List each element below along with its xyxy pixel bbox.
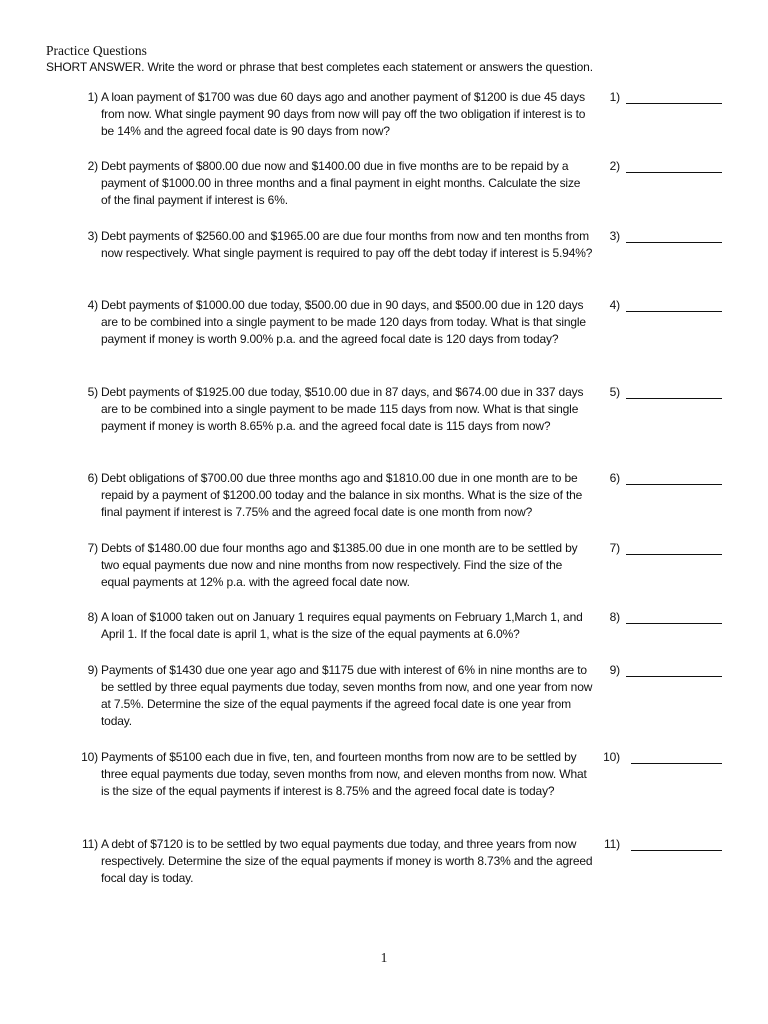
- question-7: [0, 540, 768, 620]
- question-1: [0, 89, 768, 169]
- answer-line[interactable]: [626, 484, 722, 485]
- answer-label: 7): [609, 541, 620, 555]
- question-text: A debt of $7120 is to be settled by two equal payments due today, and three years from now respectively. Determine the size of the equal payments if money is worth 8.73% and the agreed focal day is today.: [101, 837, 593, 885]
- answer-line[interactable]: [626, 242, 722, 243]
- question-number: 11): [81, 837, 98, 851]
- question-number: 2): [87, 159, 98, 173]
- question-number: 4): [87, 298, 98, 312]
- answer-line[interactable]: [626, 311, 722, 312]
- answer-line[interactable]: [626, 554, 722, 555]
- question-4: [0, 297, 768, 377]
- question-9: [0, 662, 768, 742]
- question-text: A loan payment of $1700 was due 60 days ago and another payment of $1200 is due 45 days from now. What single payment 90 days from now will pay off the two obligation if interest is to be 14% and the agreed focal date is 90 days from now?: [101, 90, 586, 138]
- answer-label: 3): [609, 229, 620, 243]
- answer-line[interactable]: [631, 850, 722, 851]
- question-6: [0, 470, 768, 550]
- question-5: [0, 384, 768, 464]
- question-number: 7): [87, 541, 98, 555]
- answer-label: 8): [609, 610, 620, 624]
- question-number: 8): [87, 610, 98, 624]
- question-text: Debts of $1480.00 due four months ago and $1385.00 due in one month are to be settled by two equal payments due now and nine months from now respectively. Find the size of the equal payments at 12% p.a. with the agreed focal date now.: [101, 541, 578, 589]
- question-number: 3): [87, 229, 98, 243]
- question-text: Debt payments of $1925.00 due today, $510.00 due in 87 days, and $674.00 due in 337 days are to be combined into a single payment to be made 115 days from now. What is that single payment if money is worth 8.65% p.a. and the agreed focal date is 115 days from now?: [101, 385, 584, 433]
- answer-label: 5): [609, 385, 620, 399]
- answer-line[interactable]: [626, 398, 722, 399]
- answer-label: 9): [609, 663, 620, 677]
- question-text: Payments of $5100 each due in five, ten, and fourteen months from now are to be settled by three equal payments due today, seven months from now, and eleven months from now. What is the size of the equal payments if interest is 8.75% and the agreed focal date is today?: [101, 750, 587, 798]
- answer-label: 10): [603, 750, 620, 764]
- answer-label: 11): [603, 837, 620, 851]
- question-number: 5): [87, 385, 98, 399]
- answer-label: 4): [609, 298, 620, 312]
- instructions: SHORT ANSWER. Write the word or phrase that best completes each statement or answers the question.: [46, 60, 593, 74]
- question-number: 1): [87, 90, 98, 104]
- question-number: 9): [87, 663, 98, 677]
- page-number: 1: [380, 950, 388, 965]
- answer-label: 6): [609, 471, 620, 485]
- question-text: A loan of $1000 taken out on January 1 requires equal payments on February 1,March 1, and April 1. If the focal date is april 1, what is the size of the equal payments at 6.0%?: [101, 610, 583, 641]
- page-heading: Practice Questions: [46, 43, 147, 58]
- question-2: [0, 158, 768, 238]
- answer-line[interactable]: [631, 763, 722, 764]
- answer-line[interactable]: [626, 172, 722, 173]
- answer-label: 2): [609, 159, 620, 173]
- question-text: Payments of $1430 due one year ago and $1175 due with interest of 6% in nine months are to be settled by three equal payments due today, seven months from now, and one year from now at 7.5%. Determine the size of the equal payments if the agreed focal date is one year from today.: [101, 663, 593, 728]
- question-number: 10): [81, 750, 98, 764]
- question-text: Debt payments of $2560.00 and $1965.00 are due four months from now and ten months from now respectively. What single payment is required to pay off the debt today if interest is 5.94%?: [101, 229, 593, 260]
- question-10: [0, 749, 768, 829]
- question-3: [0, 228, 768, 308]
- question-text: Debt obligations of $700.00 due three months ago and $1810.00 due in one month are to be repaid by a payment of $1200.00 today and the balance in six months. What is the size of the final payment if interest is 7.75% and the agreed focal date is one month from now?: [101, 471, 583, 519]
- answer-line[interactable]: [626, 623, 722, 624]
- answer-line[interactable]: [626, 103, 722, 104]
- question-11: [0, 836, 768, 916]
- answer-line[interactable]: [626, 676, 722, 677]
- question-text: Debt payments of $1000.00 due today, $500.00 due in 90 days, and $500.00 due in 120 days are to be combined into a single payment to be made 120 days from today. What is that single payment if money is worth 9.00% p.a. and the agreed focal date is 120 days from today?: [101, 298, 586, 346]
- answer-label: 1): [609, 90, 620, 104]
- question-number: 6): [87, 471, 98, 485]
- question-text: Debt payments of $800.00 due now and $1400.00 due in five months are to be repaid by a payment of $1000.00 in three months and a final payment in eight months. Calculate the size of the final payment if interest is 6%.: [101, 159, 581, 207]
